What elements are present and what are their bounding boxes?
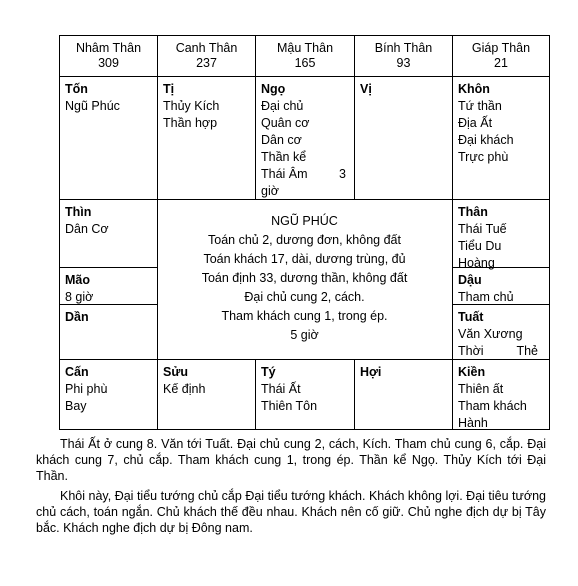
- header-name: Nhâm Thân: [75, 41, 142, 55]
- center-line: Toán định 33, dương thần, không đất: [201, 271, 408, 285]
- cell-line: Dân Cơ: [65, 222, 109, 236]
- cell-ti: [157, 76, 256, 200]
- center-summary: [157, 212, 452, 345]
- cell-title: Khôn: [458, 82, 490, 96]
- thai-am-row: [261, 166, 346, 183]
- cell-dan: [59, 304, 158, 360]
- cell-line: Thủy Kích: [163, 99, 220, 113]
- cell-line: Kế định: [163, 382, 206, 396]
- header-number: 309: [98, 56, 119, 70]
- cell-line: Quân cơ: [261, 116, 310, 130]
- cell-line: Văn Xương: [458, 327, 523, 341]
- cell-line: Địa Ất: [458, 116, 493, 130]
- thoi-the-row: [458, 343, 538, 360]
- header-canh-than: [157, 35, 256, 77]
- thoi-label: Thời: [458, 344, 484, 358]
- cell-title: Tý: [261, 365, 276, 379]
- cell-title: Dần: [65, 310, 89, 324]
- cell-thin: [59, 199, 158, 268]
- header-name: Mậu Thân: [276, 41, 334, 55]
- header-number: 21: [494, 56, 508, 70]
- center-line: Đại chủ cung 2, cách.: [244, 290, 365, 304]
- header-name: Giáp Thân: [471, 41, 531, 55]
- thai-at-chart: [59, 35, 550, 430]
- cell-line: Tham chủ: [458, 290, 514, 304]
- cell-line: Ngũ Phúc: [65, 99, 120, 113]
- cell-line: Đại khách: [458, 133, 514, 147]
- cell-ty: [255, 359, 355, 430]
- cell-line: Thái Ất: [261, 382, 301, 396]
- header-mau-than: [255, 35, 355, 77]
- center-line: Tham khách cung 1, trong ép.: [221, 309, 388, 323]
- cell-line: Trực phù: [458, 150, 509, 164]
- cell-line: Đại chủ: [261, 99, 304, 113]
- header-name: Canh Thân: [175, 41, 238, 55]
- cell-line: Hành: [458, 416, 488, 430]
- cell-line: Thái Tuế: [458, 222, 507, 236]
- header-nham-than: [59, 35, 158, 77]
- cell-line: Thần kể: [261, 150, 307, 164]
- paragraph-1: Thái Ất ở cung 8. Văn tới Tuất. Đại chủ cung 2, cách, Kích. Tham chủ cung 6, cắp. Đại khách cung 7, chủ cắp. Tham khách cung 1, trong ép. Thần kể Ngọ. Thủy Kích tới Đại Thần.: [36, 437, 546, 483]
- cell-line: 8 giờ: [65, 290, 94, 304]
- cell-mao: [59, 267, 158, 305]
- header-name: Bính Thân: [374, 41, 433, 55]
- center-line: 5 giờ: [290, 328, 319, 342]
- cell-can: [59, 359, 158, 430]
- cell-title: Ngọ: [261, 82, 286, 96]
- cell-khon: [452, 76, 550, 200]
- cell-title: Vị: [360, 82, 372, 96]
- cell-line: Tứ thần: [458, 99, 502, 113]
- center-line: Toán khách 17, dài, dương trùng, đủ: [203, 252, 406, 266]
- cell-vi: [354, 76, 453, 200]
- cell-line: Dân cơ: [261, 133, 302, 147]
- cell-tuat: [452, 304, 550, 360]
- cell-title: Tuất: [458, 310, 484, 324]
- center-line: Toán chủ 2, dương đơn, không đất: [208, 233, 401, 247]
- cell-line: Phi phù: [65, 382, 108, 396]
- cell-suu: [157, 359, 256, 430]
- cell-dau: [452, 267, 550, 305]
- cell-line: Tiểu Du: [458, 239, 502, 253]
- header-number: 165: [294, 56, 316, 70]
- thai-am-label: Thái Âm: [261, 167, 308, 181]
- cell-title: Tị: [163, 82, 175, 96]
- cell-title: Kiền: [458, 365, 486, 379]
- header-binh-than: [354, 35, 453, 77]
- cell-ton: [59, 76, 158, 200]
- cell-line: Thiên Tôn: [261, 399, 318, 413]
- center-title: NGŨ PHÚC: [271, 214, 338, 228]
- paragraph-2: Khôi này, Đại tiểu tướng chủ cắp Đại tiểu tướng khách. Khách không lợi. Đại tiêu tướng chủ cách, toán ngắn. Chủ khách thế đều nhau. Khách nên cố giữ. Chủ nghe địch dự bị Tây bắc. Khách nghe địch dự bị Đông nam.: [36, 489, 546, 535]
- cell-title: Sửu: [163, 365, 189, 379]
- header-giap-than: [452, 35, 550, 77]
- cell-line: Thần hợp: [163, 116, 218, 130]
- cell-title: Hợi: [360, 365, 382, 379]
- cell-title: Cấn: [65, 365, 89, 379]
- cell-line: giờ: [261, 184, 279, 198]
- cell-line: Hoàng: [458, 256, 495, 270]
- cell-title: Tốn: [65, 82, 88, 96]
- thai-am-number: 3: [339, 167, 346, 181]
- cell-hoi: [354, 359, 453, 430]
- cell-title: Dậu: [458, 273, 482, 287]
- cell-kien: [452, 359, 550, 430]
- cell-ngo: [255, 76, 355, 200]
- cell-line: Tham khách: [458, 399, 527, 413]
- cell-title: Thân: [458, 205, 488, 219]
- header-number: 93: [396, 56, 411, 70]
- cell-line: Bay: [65, 399, 87, 413]
- cell-title: Thìn: [65, 205, 92, 219]
- header-number: 237: [196, 56, 217, 70]
- cell-title: Mão: [65, 273, 90, 287]
- the-label: Thẻ: [516, 344, 538, 358]
- cell-line: Thiên ất: [458, 382, 504, 396]
